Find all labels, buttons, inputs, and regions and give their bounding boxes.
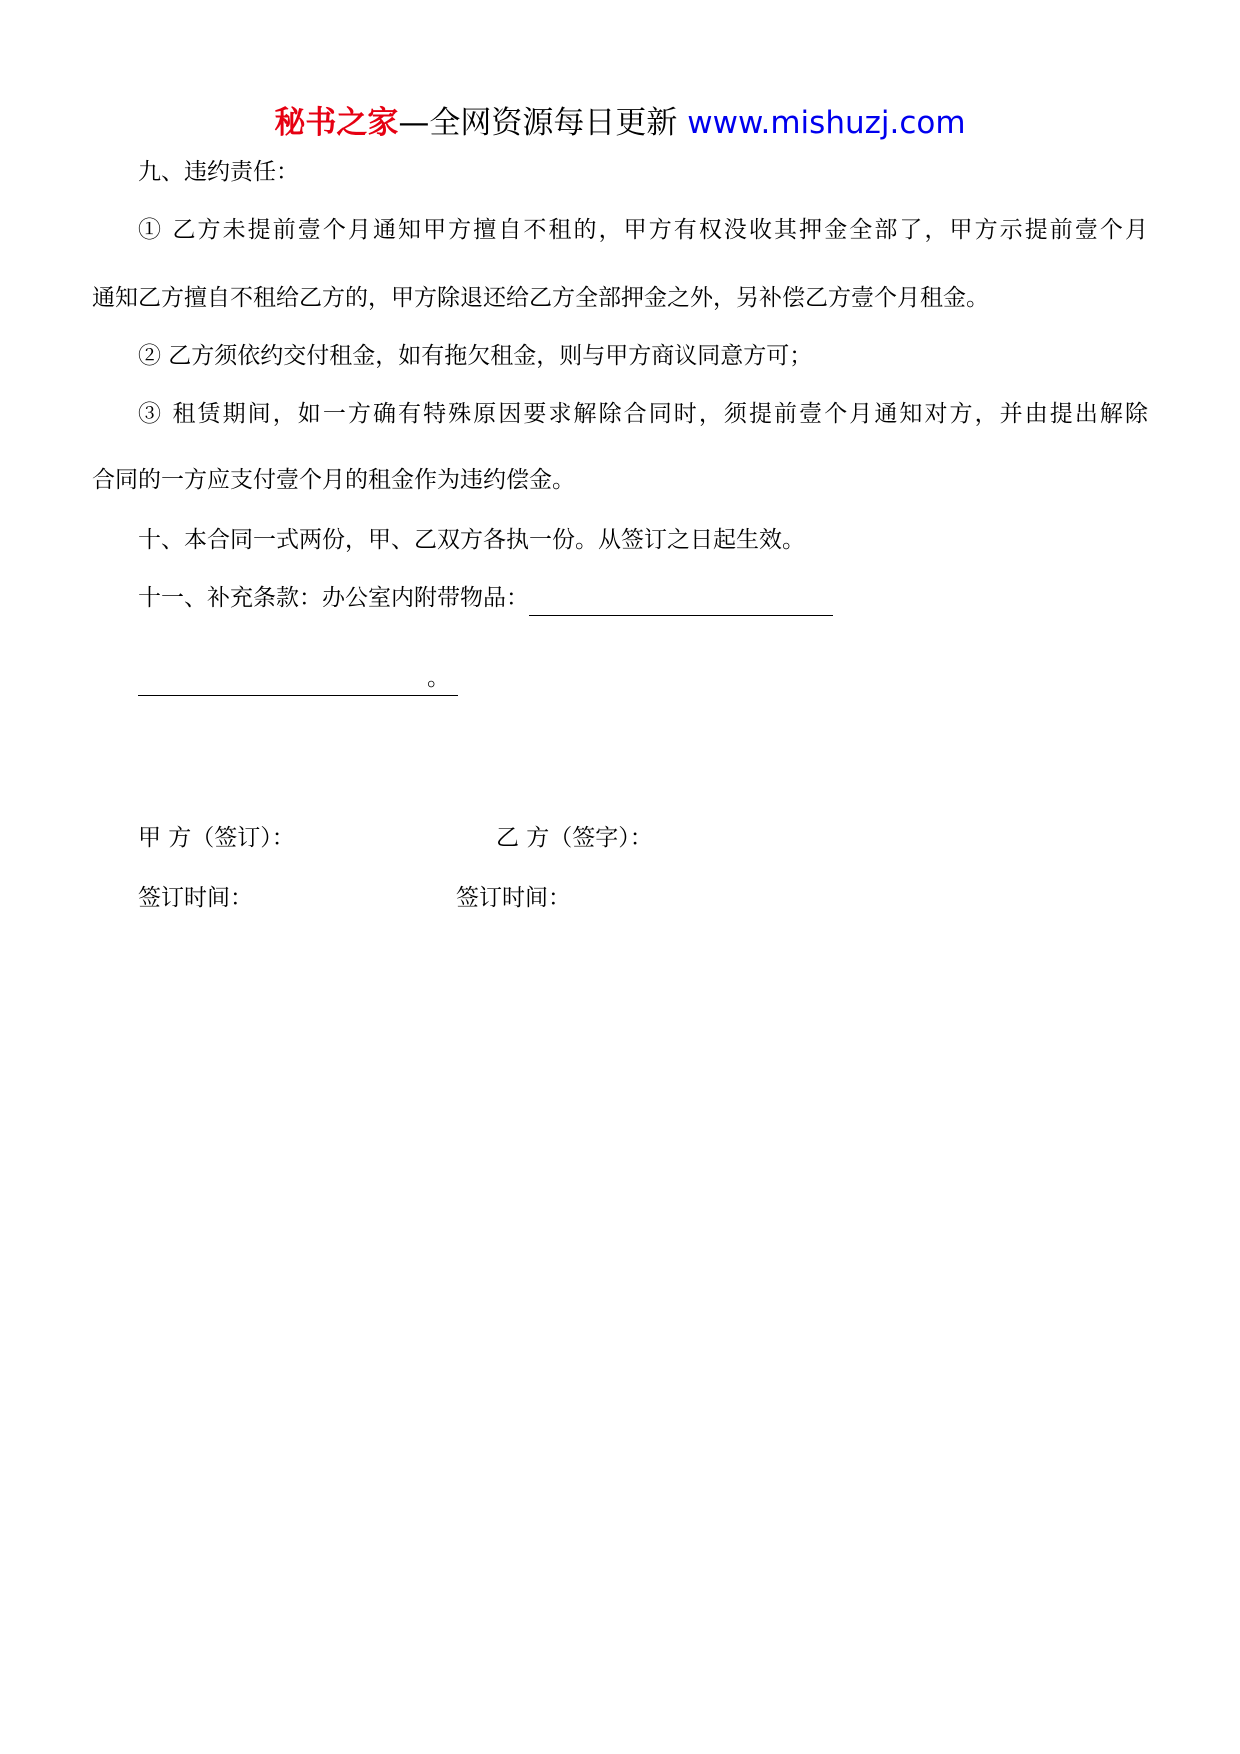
party-a-signature-label: 甲 方（签订）： bbox=[138, 825, 295, 851]
supplementary-items-blank-line-end bbox=[138, 660, 458, 696]
brand-name: 秘书之家 bbox=[274, 105, 399, 141]
section-9-title: 九、违约责任： bbox=[138, 159, 299, 185]
supplementary-items-blank-line bbox=[529, 591, 833, 616]
header-tagline: —全网资源每日更新 bbox=[398, 105, 688, 141]
section-9-item-1-line-2: 通知乙方擅自不租给乙方的，甲方除退还给乙方全部押金之外，另补偿乙方壹个月租金。 bbox=[92, 285, 989, 311]
party-b-date-label: 签订时间： bbox=[456, 885, 571, 911]
section-11-row bbox=[138, 580, 833, 616]
section-9-item-3-line-1: ③ 租赁期间，如一方确有特殊原因要求解除合同时，须提前壹个月通知对方，并由提出解除 bbox=[138, 401, 1148, 427]
party-b-signature-label: 乙 方（签字）： bbox=[496, 825, 653, 851]
section-9-item-3-line-2: 合同的一方应支付壹个月的租金作为违约偿金。 bbox=[92, 467, 575, 493]
page-header bbox=[0, 100, 1240, 146]
section-9-item-1-line-1: ① 乙方未提前壹个月通知甲方擅自不租的，甲方有权没收其押金全部了，甲方示提前壹个月 bbox=[138, 217, 1148, 243]
header-url-link[interactable]: www.mishuzj.com bbox=[687, 105, 966, 141]
section-9-item-2: ② 乙方须依约交付租金，如有拖欠租金，则与甲方商议同意方可； bbox=[138, 343, 813, 369]
section-10: 十、本合同一式两份，甲、乙双方各执一份。从签订之日起生效。 bbox=[138, 527, 805, 553]
section-11-label: 十一、补充条款：办公室内附带物品： bbox=[138, 585, 529, 611]
party-a-date-label: 签订时间： bbox=[138, 885, 253, 911]
section-11-end-mark: 。 bbox=[427, 665, 450, 691]
